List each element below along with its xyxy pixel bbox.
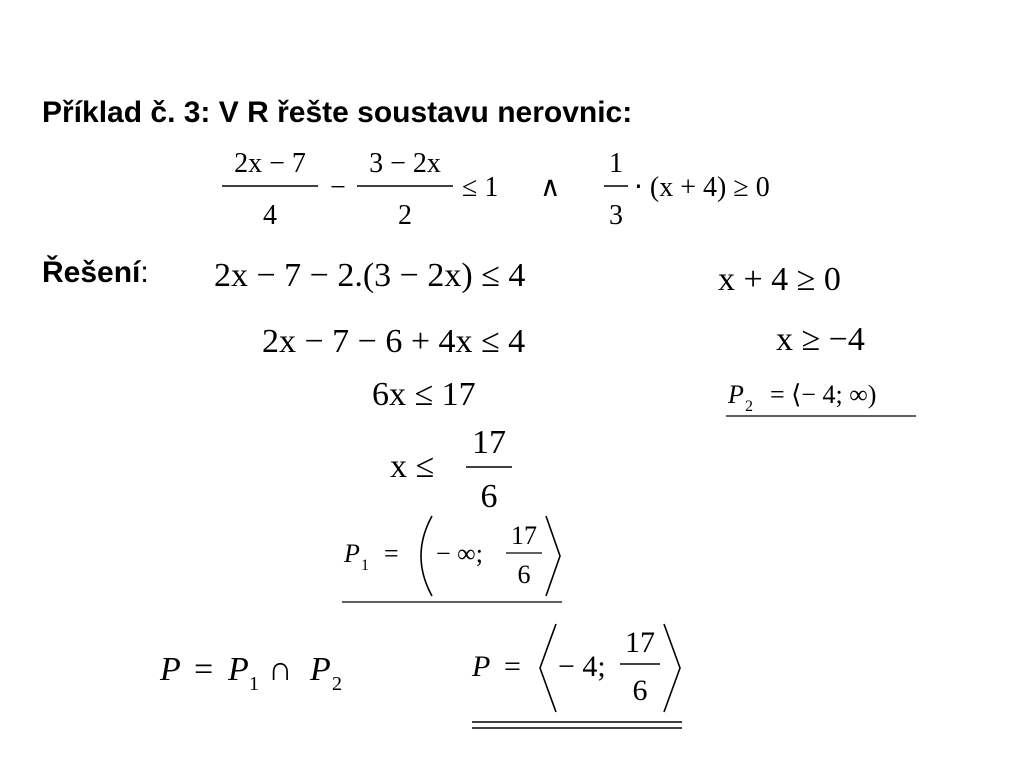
p2-symbol: P <box>728 380 744 409</box>
result-equals: = <box>504 650 521 683</box>
final-p2-subscript: 2 <box>332 673 342 695</box>
logical-and-symbol: ∧ <box>540 172 561 203</box>
left-step-4-denominator: 6 <box>480 478 498 515</box>
fraction1-numerator: 2x − 7 <box>234 148 306 179</box>
final-p1-subscript: 1 <box>249 673 259 695</box>
fraction2-numerator: 3 − 2x <box>369 148 441 179</box>
fraction3-numerator: 1 <box>609 148 623 179</box>
p1-symbol: P <box>344 539 360 568</box>
p1-subscript: 1 <box>361 557 369 574</box>
fraction1-denominator: 4 <box>263 200 277 231</box>
title-suffix: řešte soustavu nerovnic: <box>268 96 633 129</box>
left-solution-steps <box>214 257 562 602</box>
final-result <box>159 624 682 728</box>
p1-close-angle <box>546 516 560 596</box>
p2-subscript: 2 <box>745 398 753 415</box>
solution-label-text: Řešení <box>42 256 141 289</box>
right-solution-steps <box>718 261 916 416</box>
p2-rest: = ⟨− 4; ∞) <box>770 380 877 409</box>
final-p-equals: = <box>194 651 214 688</box>
final-p2-symbol: P <box>310 651 331 688</box>
intersection-symbol: ∩ <box>268 651 293 688</box>
p1-denominator: 6 <box>517 560 531 589</box>
result-close-angle <box>664 624 680 712</box>
left-step-4-numerator: 17 <box>472 424 506 461</box>
left-step-1: 2x − 7 − 2.(3 − 2x) ≤ 4 <box>214 257 526 294</box>
right-step-2: x ≥ −4 <box>776 321 865 358</box>
inequality-system <box>222 148 770 231</box>
left-step-3: 6x ≤ 17 <box>372 376 476 413</box>
second-inequality-rest: ⋅ (x + 4) ≥ 0 <box>634 172 770 203</box>
p1-equals: = <box>384 539 399 568</box>
minus-sign: − <box>330 172 346 203</box>
final-p-symbol: P <box>160 651 181 688</box>
p1-open-paren <box>421 516 432 596</box>
result-numerator: 17 <box>625 626 655 659</box>
p1-numerator: 17 <box>511 521 537 550</box>
solution-label-colon: : <box>140 256 149 289</box>
right-step-1: x + 4 ≥ 0 <box>718 261 841 298</box>
title-prefix: Příklad č. 3: V <box>42 96 248 129</box>
final-p1-symbol: P <box>228 651 249 688</box>
left-step-2: 2x − 7 − 6 + 4x ≤ 4 <box>262 323 526 360</box>
title-set-symbol: R <box>247 96 269 129</box>
p1-inner: − ∞; <box>436 539 483 568</box>
fraction2-denominator: 2 <box>398 200 412 231</box>
result-open-angle <box>540 624 556 712</box>
result-denominator: 6 <box>632 674 648 707</box>
left-step-4-lhs: x ≤ <box>390 448 435 485</box>
fraction3-denominator: 3 <box>609 200 623 231</box>
result-p-symbol: P <box>472 650 491 683</box>
result-inner: − 4; <box>558 650 606 683</box>
relation-le-1: ≤ 1 <box>462 172 499 203</box>
